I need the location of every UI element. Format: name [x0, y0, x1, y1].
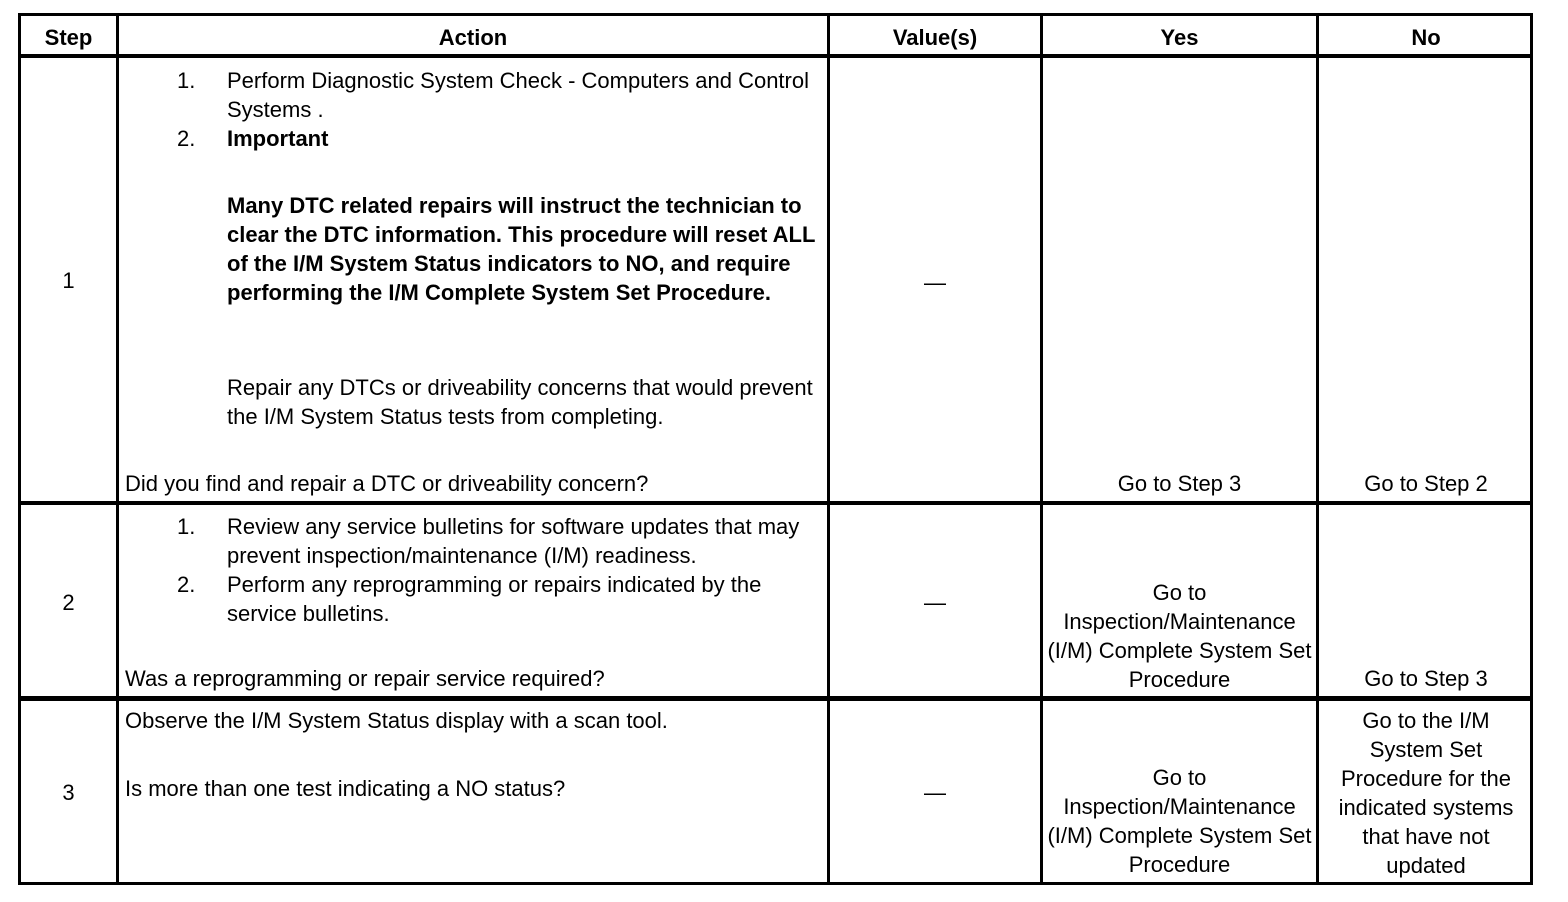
- step-number: 2: [62, 590, 75, 615]
- list-item: [125, 570, 827, 628]
- yes-link[interactable]: Go to Inspection/Maintenance (I/M) Complete System Set Procedure: [1047, 580, 1312, 692]
- row-divider: [21, 54, 1530, 58]
- list-item: [125, 512, 827, 570]
- col-divider: [1040, 16, 1043, 882]
- item-text: Review any service bulletins for software updates that may prevent inspection/maintenance (I/M) readiness.: [227, 514, 800, 568]
- header-step: Step: [44, 25, 93, 50]
- action-list: [125, 66, 825, 153]
- important-note: Many DTC related repairs will instruct the technician to clear the DTC information. This procedure will reset ALL of the I/M System Status indicators to NO, and require performing the I/M Complete System Set Procedure.: [227, 193, 815, 305]
- yes-link[interactable]: Go to Inspection/Maintenance (I/M) Complete System Set Procedure: [1047, 765, 1312, 877]
- step-number: 3: [62, 780, 75, 805]
- yes-link[interactable]: Go to Step 3: [1117, 471, 1242, 496]
- no-link[interactable]: Go to Step 2: [1364, 471, 1488, 496]
- list-item: [125, 66, 825, 124]
- value-dash: —: [924, 780, 946, 805]
- question-text: Was a reprogramming or repair service required?: [125, 666, 605, 691]
- header-action: Action: [438, 25, 508, 50]
- action-cell: [125, 66, 825, 153]
- item-number: 2.: [177, 572, 196, 597]
- header-no: No: [1411, 25, 1441, 50]
- important-label: Important: [227, 126, 329, 151]
- value-dash: —: [924, 270, 946, 295]
- col-divider: [1316, 16, 1319, 882]
- item-text: Perform any reprogramming or repairs indicated by the service bulletins.: [227, 572, 762, 626]
- no-link[interactable]: Go to Step 3: [1364, 666, 1488, 691]
- list-item: [125, 124, 825, 153]
- item-number: 2.: [177, 126, 196, 151]
- action-list: [125, 512, 827, 628]
- question-text: Is more than one test indicating a NO status?: [125, 776, 566, 801]
- step-number: 1: [62, 268, 75, 293]
- action-cell: [125, 512, 827, 628]
- instruction-text: Observe the I/M System Status display with a scan tool.: [125, 708, 668, 733]
- row-divider: [21, 501, 1530, 505]
- col-divider: [116, 16, 119, 882]
- item-number: 1.: [177, 514, 196, 539]
- no-link[interactable]: Go to the I/M System Set Procedure for the indicated systems that have not updated: [1338, 708, 1514, 878]
- header-yes: Yes: [1160, 25, 1199, 50]
- diagnostic-table: [18, 13, 1533, 885]
- repair-note: Repair any DTCs or driveability concerns that would prevent the I/M System Status tests from completing.: [227, 375, 813, 429]
- col-divider: [827, 16, 830, 882]
- question-text: Did you find and repair a DTC or driveability concern?: [125, 471, 649, 496]
- value-dash: —: [924, 590, 946, 615]
- item-number: 1.: [177, 68, 196, 93]
- header-values: Value(s): [892, 25, 978, 50]
- item-text: Perform Diagnostic System Check - Computers and Control Systems .: [227, 68, 809, 122]
- row-divider: [21, 696, 1530, 701]
